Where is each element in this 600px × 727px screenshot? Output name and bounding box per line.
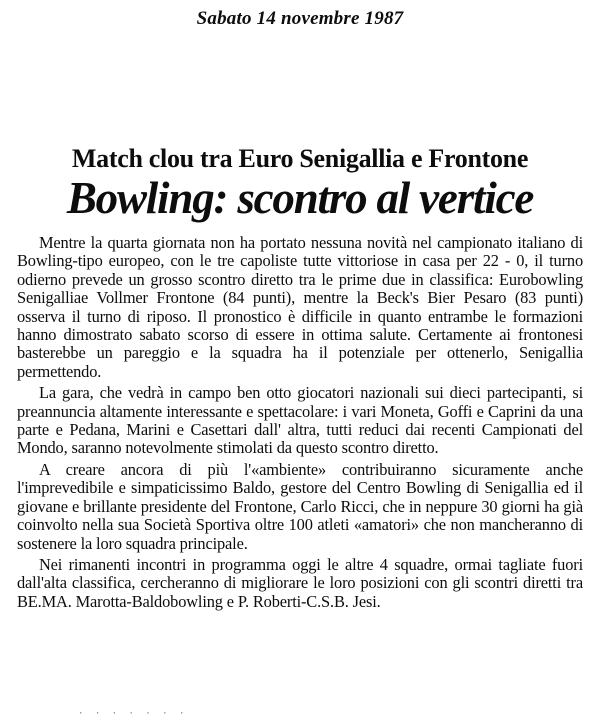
dateline: Sabato 14 novembre 1987 [196,8,404,29]
article-paragraph: Nei rimanenti incontri in programma oggi le altre 4 squadre, ormai tagliate fuori dall'alta classifica, cercheranno di migliorare le loro posizioni con gli scontri diretti tra BE.MA. Marotta-Baldobowling e P. Roberti-C.S.B. Jesi. [17,554,583,611]
article-paragraph: La gara, che vedrà in campo ben otto giocatori nazionali sui dieci partecipanti, si preannuncia altamente interessante e spettacolare: i vari Moneta, Goffi e Caprini da una parte e Pedana, Marini e Casettari dall' altra, tutti reduci dai recenti Campionati del Mondo, saranno notevolmente stimolati da questo scontro diretto. [17,383,583,458]
article-paragraph: A creare ancora di più l'«ambiente» contribuiranno sicuramente anche l'imprevedibile e simpaticissimo Baldo, gestore del Centro Bowling di Senigallia ed il giovane e brillante presidente del Frontone, Carlo Ricci, che in neppure 30 giorni ha già coinvolto nella sua Società Sportiva oltre 100 atleti «amatori» che non mancheranno di sostenere la loro squadra principale. [17,459,583,553]
article-paragraph: Mentre la quarta giornata non ha portato nessuna novità nel campionato italiano di Bowling-tipo europeo, con le tre capoliste tutte vittoriose in casa per 22 - 0, il turno odierno prevede un grosso scontro diretto tra le prime due in classifica: Eurobowling Senigalliae Vollmer Frontone (84 punti), mentre la Beck's Bier Pesaro (83 punti) osserva il turno di riposo. Il pronostico è difficile in quanto entrambe le formazioni hanno dimostrato sabato scorso di essere in ottima salute. Certamente ai frontonesi basterebbe un pareggio e la squadra ha il potenziale per ottenerlo, Senigallia permettendo. [17,233,583,381]
scan-artifact: · · · · · · · [78,709,188,719]
article-headline: Bowling: scontro al vertice [66,173,534,223]
article-body [17,234,583,611]
article-kicker: Match clou tra Euro Senigallia e Frontone [71,144,529,173]
